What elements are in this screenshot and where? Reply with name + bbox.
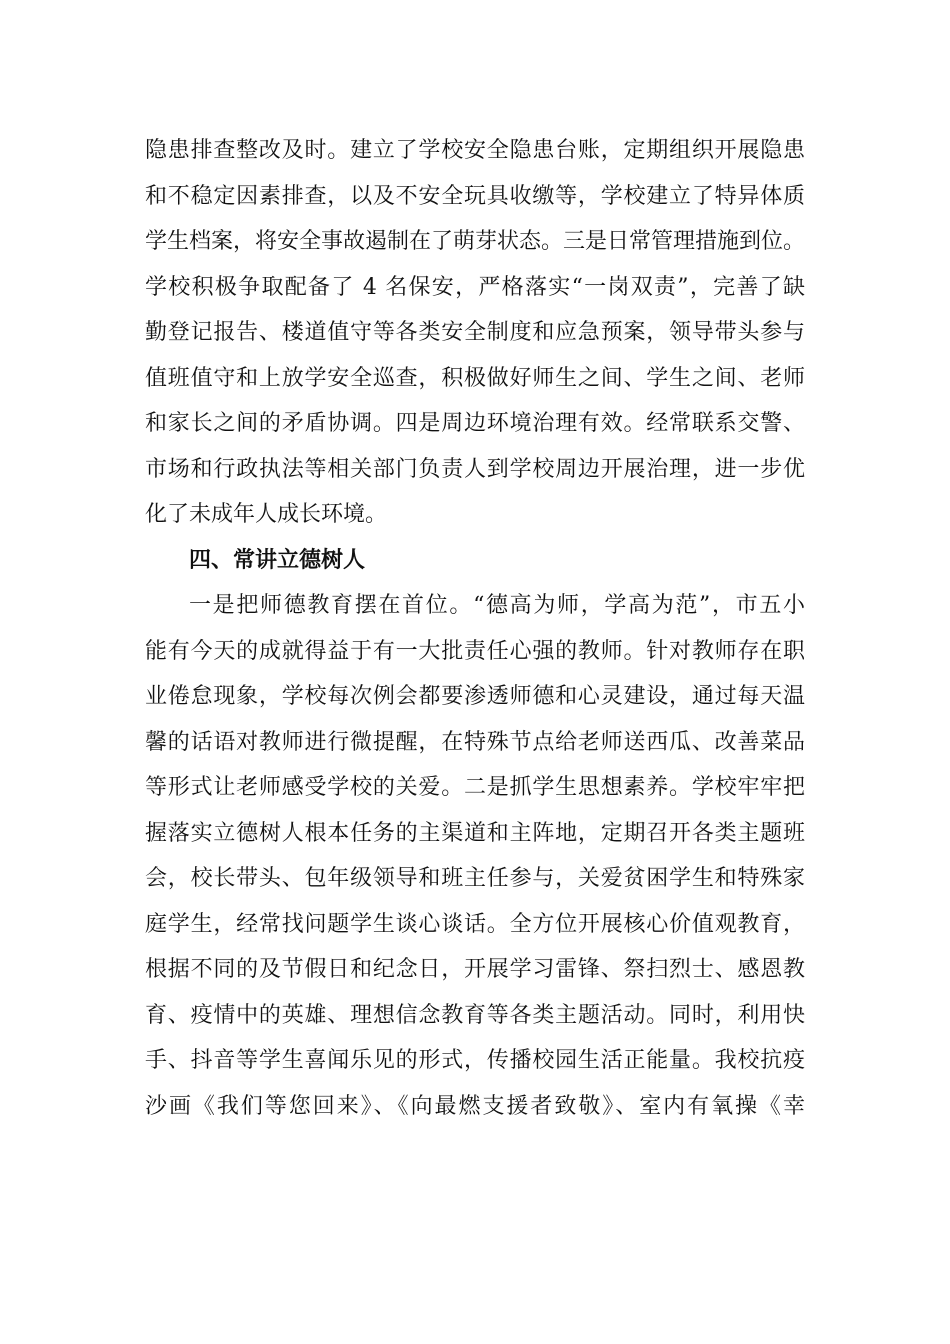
text-line: 育、疫情中的英雄、理想信念教育等各类主题活动。同时，利用快: [145, 1002, 805, 1028]
text-line: 能有今天的成就得益于有一大批责任心强的教师。针对教师存在职: [145, 638, 805, 664]
text-line: 沙画《我们等您回来》、《向最燃支援者致敬》、室内有氧操《幸: [145, 1093, 805, 1119]
text-line: 市场和行政执法等相关部门负责人到学校周边开展治理，进一步优: [145, 456, 805, 482]
text-line: 握落实立德树人根本任务的主渠道和主阵地，定期召开各类主题班: [145, 820, 805, 846]
text-line: 勤登记报告、楼道值守等各类安全制度和应急预案，领导带头参与: [145, 320, 805, 345]
text-line: 和不稳定因素排查，以及不安全玩具收缴等，学校建立了特异体质: [145, 183, 805, 209]
document-body: [145, 128, 805, 1129]
text-line: 馨的话语对教师进行微提醒，在特殊节点给老师送西瓜、改善菜品: [145, 729, 805, 755]
text-line: 手、抖音等学生喜闻乐见的形式，传播校园生活正能量。我校抗疫: [145, 1048, 805, 1073]
text-line: 学校积极争取配备了 4 名保安，严格落实“一岗双责”，完善了缺: [145, 274, 805, 300]
text-line: 隐患排查整改及时。建立了学校安全隐患台账，定期组织开展隐患: [145, 138, 805, 163]
text-line: 值班值守和上放学安全巡查，积极做好师生之间、学生之间、老师: [145, 365, 805, 391]
text-line: 庭学生，经常找问题学生谈心谈话。全方位开展核心价值观教育，: [145, 911, 805, 937]
text-line: 会，校长带头、包年级领导和班主任参与，关爱贫困学生和特殊家: [145, 866, 805, 891]
text-line: 化了未成年人成长环境。: [145, 502, 388, 527]
section-heading: 四、常讲立德树人: [189, 547, 366, 573]
text-line: 学生档案，将安全事故遏制在了萌芽状态。三是日常管理措施到位。: [145, 229, 806, 254]
paragraph-first-line: 一是把师德教育摆在首位。“德高为师，学高为范”，市五小: [189, 593, 805, 618]
text-line: 根据不同的及节假日和纪念日，开展学习雷锋、祭扫烈士、感恩教: [145, 957, 805, 982]
text-line: 等形式让老师感受学校的关爱。二是抓学生思想素养。学校牢牢把: [145, 775, 805, 800]
text-line: 业倦怠现象，学校每次例会都要渗透师德和心灵建设，通过每天温: [145, 684, 805, 709]
text-line: 和家长之间的矛盾协调。四是周边环境治理有效。经常联系交警、: [145, 411, 805, 436]
